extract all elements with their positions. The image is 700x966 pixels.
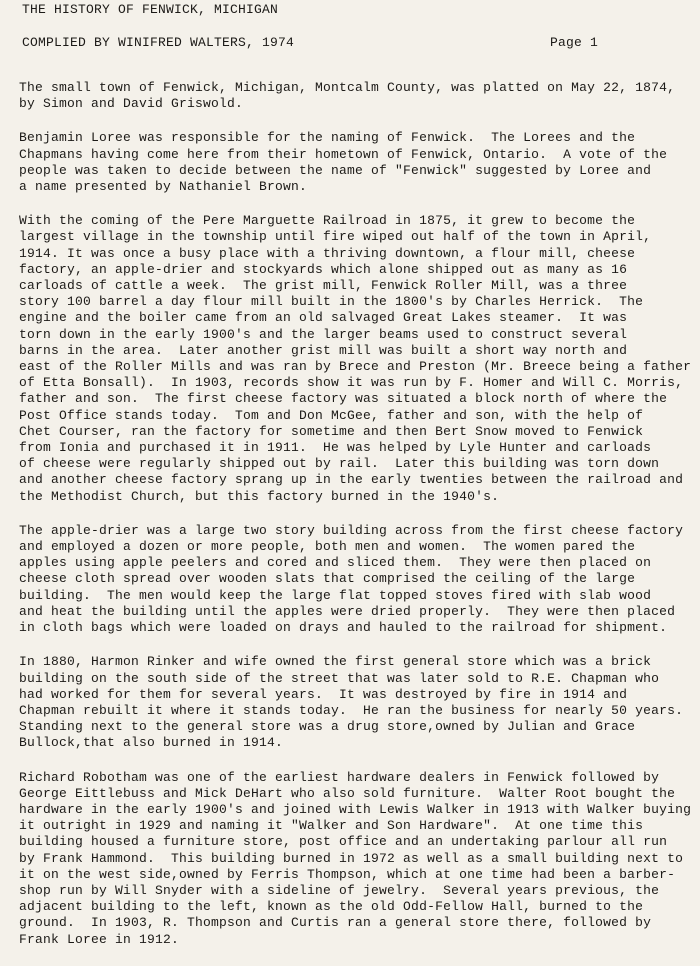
text-line: and another cheese factory sprang up in the early twenties between the railroad and xyxy=(19,472,684,488)
text-line: of cheese were regularly shipped out by rail. Later this building was torn down xyxy=(19,456,660,472)
page-number: Page 1 xyxy=(550,35,599,50)
text-line: by Simon and David Griswold. xyxy=(19,96,244,112)
text-line: Chet Courser, ran the factory for sometime and then Bert Snow moved to Fenwick xyxy=(19,423,644,439)
text-line: Benjamin Loree was responsible for the naming of Fenwick. The Lorees and the xyxy=(19,130,636,146)
text-line: a name presented by Nathaniel Brown. xyxy=(19,179,308,195)
text-line: it on the west side,owned by Ferris Thompson, which at one time had been a barber- xyxy=(19,866,676,882)
text-line: barns in the area. Later another grist mill was built a short way north and xyxy=(19,342,628,358)
text-line: it outright in 1929 and naming it "Walker and Son Hardware". At one time this xyxy=(19,818,644,834)
text-line: in cloth bags which were loaded on drays and hauled to the railroad for shipment. xyxy=(19,620,668,636)
paragraph-2 xyxy=(19,130,687,195)
text-line: 1914. It was once a busy place with a thriving downtown, a flour mill, cheese xyxy=(19,245,636,261)
text-line: George Eittlebuss and Mick DeHart who also sold furniture. Walter Root bought the xyxy=(19,785,676,801)
text-line: adjacent building to the left, known as the old Odd-Fellow Hall, burned to the xyxy=(19,899,644,915)
text-line: east of the Roller Mills and was ran by Brece and Preston (Mr. Breece being a father xyxy=(19,359,692,375)
text-line: Frank Loree in 1912. xyxy=(19,931,180,947)
text-line: carloads of cattle a week. The grist mill, Fenwick Roller Mill, was a three xyxy=(19,278,628,294)
text-line: With the coming of the Pere Marguette Railroad in 1875, it grew to become the xyxy=(19,213,636,229)
text-line: ground. In 1903, R. Thompson and Curtis ran a general store there, followed by xyxy=(19,915,652,931)
text-line: building on the south side of the street that was later sold to R.E. Chapman who xyxy=(19,670,660,686)
compiler-credit: COMPLIED BY WINIFRED WALTERS, 1974 xyxy=(22,35,295,50)
paragraph-6 xyxy=(19,769,692,948)
text-line: people was taken to decide between the name of "Fenwick" suggested by Loree and xyxy=(19,162,652,178)
text-line: torn down in the early 1900's and the larger beams used to construct several xyxy=(19,326,628,342)
text-line: The apple-drier was a large two story building across from the first cheese factory xyxy=(19,522,684,538)
text-line: by Frank Hammond. This building burned in 1972 as well as a small building next to xyxy=(19,850,684,866)
text-line: Richard Robotham was one of the earliest hardware dealers in Fenwick followed by xyxy=(19,769,660,785)
text-line: factory, an apple-drier and stockyards which alone shipped out as many as 16 xyxy=(19,261,628,277)
text-line: the Methodist Church, but this factory burned in the 1940's. xyxy=(19,488,500,504)
text-line: Post Office stands today. Tom and Don McGee, father and son, with the help of xyxy=(19,407,644,423)
text-line: and heat the building until the apples were dried properly. They were then placed xyxy=(19,603,676,619)
text-line: Bullock,that also burned in 1914. xyxy=(19,735,284,751)
text-line: Chapmans having come here from their hometown of Fenwick, Ontario. A vote of the xyxy=(19,146,668,162)
text-line: father and son. The first cheese factory was situated a block north of where the xyxy=(19,391,668,407)
text-line: In 1880, Harmon Rinker and wife owned the first general store which was a brick xyxy=(19,654,652,670)
text-line: Standing next to the general store was a drug store,owned by Julian and Grace xyxy=(19,719,636,735)
text-line: from Ionia and purchased it in 1911. He was helped by Lyle Hunter and carloads xyxy=(19,440,652,456)
text-line: hardware in the early 1900's and joined with Lewis Walker in 1913 with Walker buying xyxy=(19,801,692,817)
text-line: story 100 barrel a day flour mill built in the 1800's by Charles Herrick. The xyxy=(19,294,644,310)
text-line: shop run by Will Snyder with a sideline of jewelry. Several years previous, the xyxy=(19,882,660,898)
text-line: The small town of Fenwick, Michigan, Montcalm County, was platted on May 22, 1874, xyxy=(19,80,676,95)
text-line: had worked for them for several years. It was destroyed by fire in 1914 and xyxy=(19,686,628,702)
text-line: Chapman rebuilt it where it stands today. He ran the business for nearly 50 years. xyxy=(19,702,684,718)
paragraph-1 xyxy=(19,80,687,112)
text-line: of Etta Bonsall). In 1903, records show it was run by F. Homer and Will C. Morris, xyxy=(19,375,684,391)
text-line: building. The men would keep the large flat topped stoves fired with slab wood xyxy=(19,587,652,603)
paragraph-4 xyxy=(19,523,687,636)
text-line: cheese cloth spread over wooden slats that comprised the ceiling of the large xyxy=(19,571,636,587)
text-line: building housed a furniture store, post office and an undertaking parlour all run xyxy=(19,834,668,850)
text-line: engine and the boiler came from an old salvaged Great Lakes steamer. It was xyxy=(19,310,628,326)
text-line: and employed a dozen or more people, both men and women. The women pared the xyxy=(19,539,636,555)
text-line: largest village in the township until fire wiped out half of the town in April, xyxy=(19,229,652,245)
document-title: THE HISTORY OF FENWICK, MICHIGAN xyxy=(22,2,279,17)
text-line: apples using apple peelers and cored and sliced them. They were then placed on xyxy=(19,555,652,571)
paragraph-3 xyxy=(19,213,692,505)
paragraph-5 xyxy=(19,654,687,751)
document-body xyxy=(19,80,692,966)
